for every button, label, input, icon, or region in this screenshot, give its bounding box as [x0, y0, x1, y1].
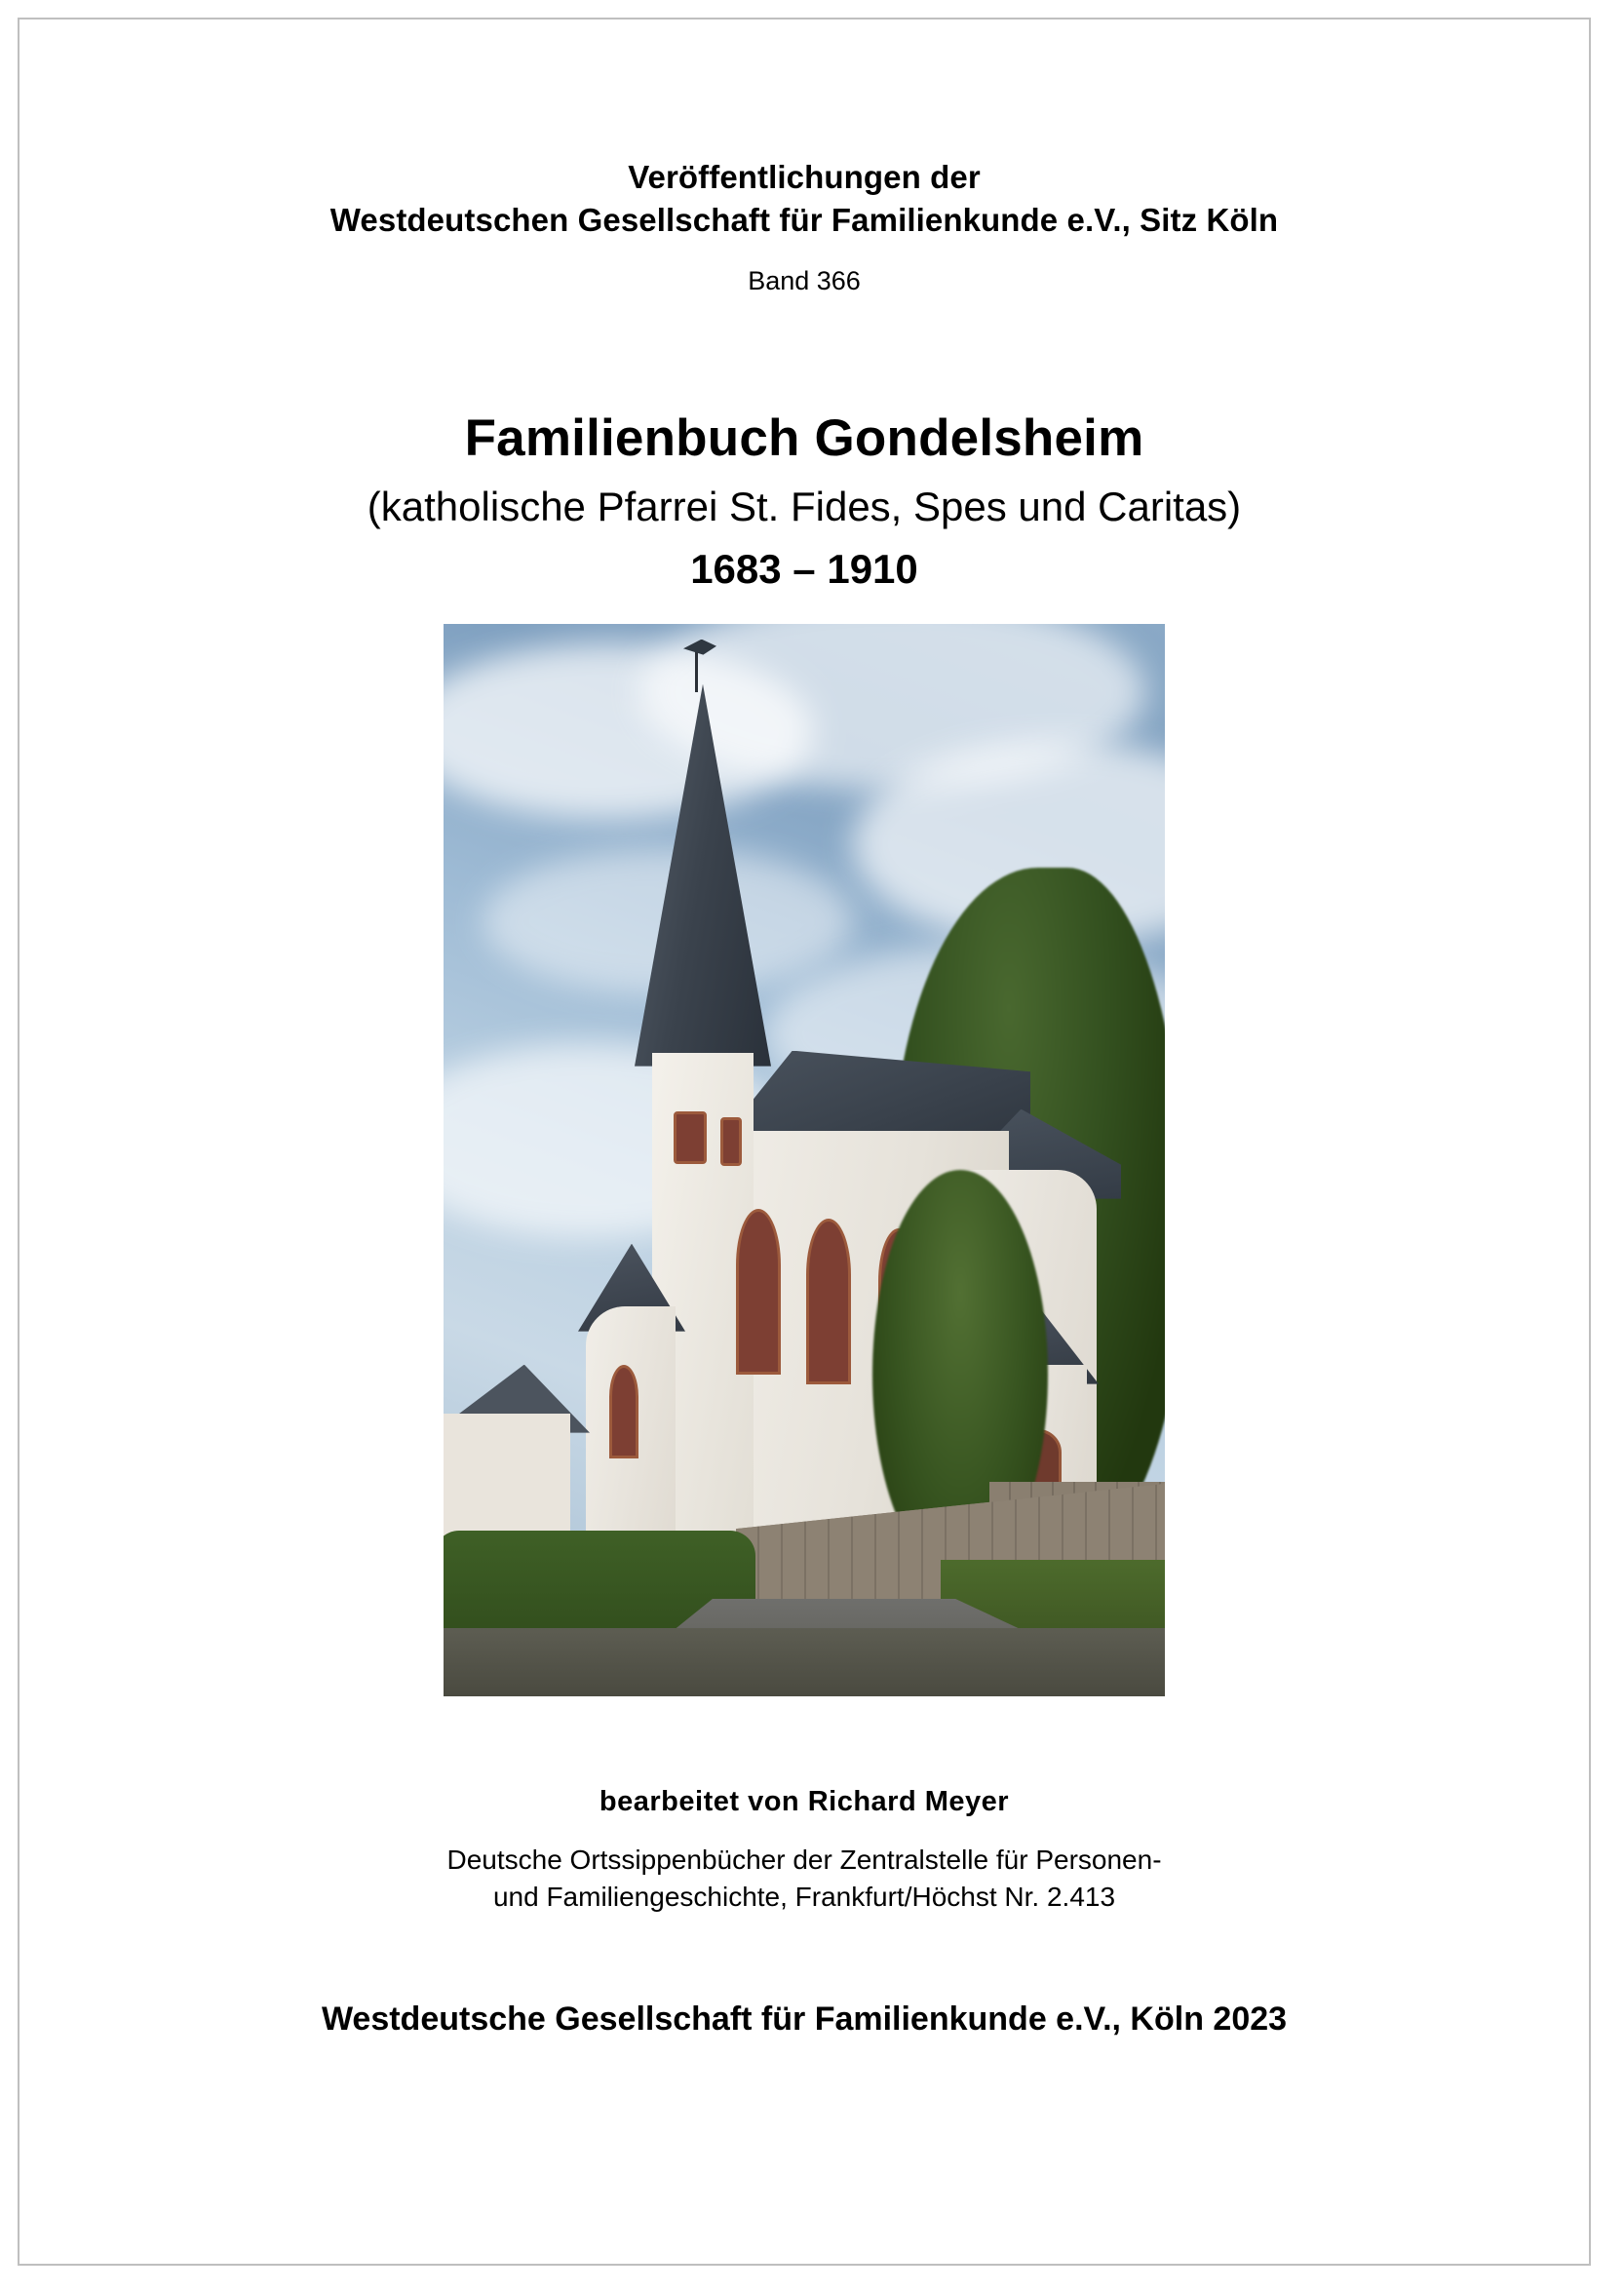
church-window [806, 1219, 851, 1384]
dosb-reference [446, 1842, 1161, 1917]
page-title: Familienbuch Gondelsheim [464, 408, 1144, 467]
page-subtitle: (katholische Pfarrei St. Fides, Spes und Caritas) [367, 483, 1242, 529]
volume-number: Band 366 [748, 266, 861, 296]
title-block [367, 408, 1241, 593]
church-window [736, 1209, 781, 1375]
church-window [609, 1365, 638, 1458]
cover-page [18, 18, 1591, 2266]
series-line-1: Veröffentlichungen der [628, 159, 981, 195]
tower-window [674, 1111, 707, 1164]
editor-credit: bearbeitet von Richard Meyer [599, 1785, 1010, 1817]
church-photograph [444, 624, 1165, 1696]
credit-block [446, 1786, 1161, 1917]
foreground-ground [444, 1628, 1165, 1696]
publisher-line: Westdeutsche Gesellschaft für Familienkunde e.V., Köln 2023 [321, 2000, 1288, 2038]
series-block [330, 156, 1278, 299]
cover-content [19, 19, 1589, 2264]
dosb-line-1: Deutsche Ortssippenbücher der Zentralstelle für Personen- [446, 1844, 1162, 1875]
series-line-2: Westdeutschen Gesellschaft für Familienkunde e.V., Sitz Köln [329, 202, 1279, 239]
spire-finial [695, 647, 698, 692]
dosb-line-2: und Familiengeschichte, Frankfurt/Höchst Nr. 2.413 [492, 1882, 1116, 1913]
year-range: 1683 – 1910 [690, 545, 918, 592]
tower-window [720, 1117, 742, 1166]
